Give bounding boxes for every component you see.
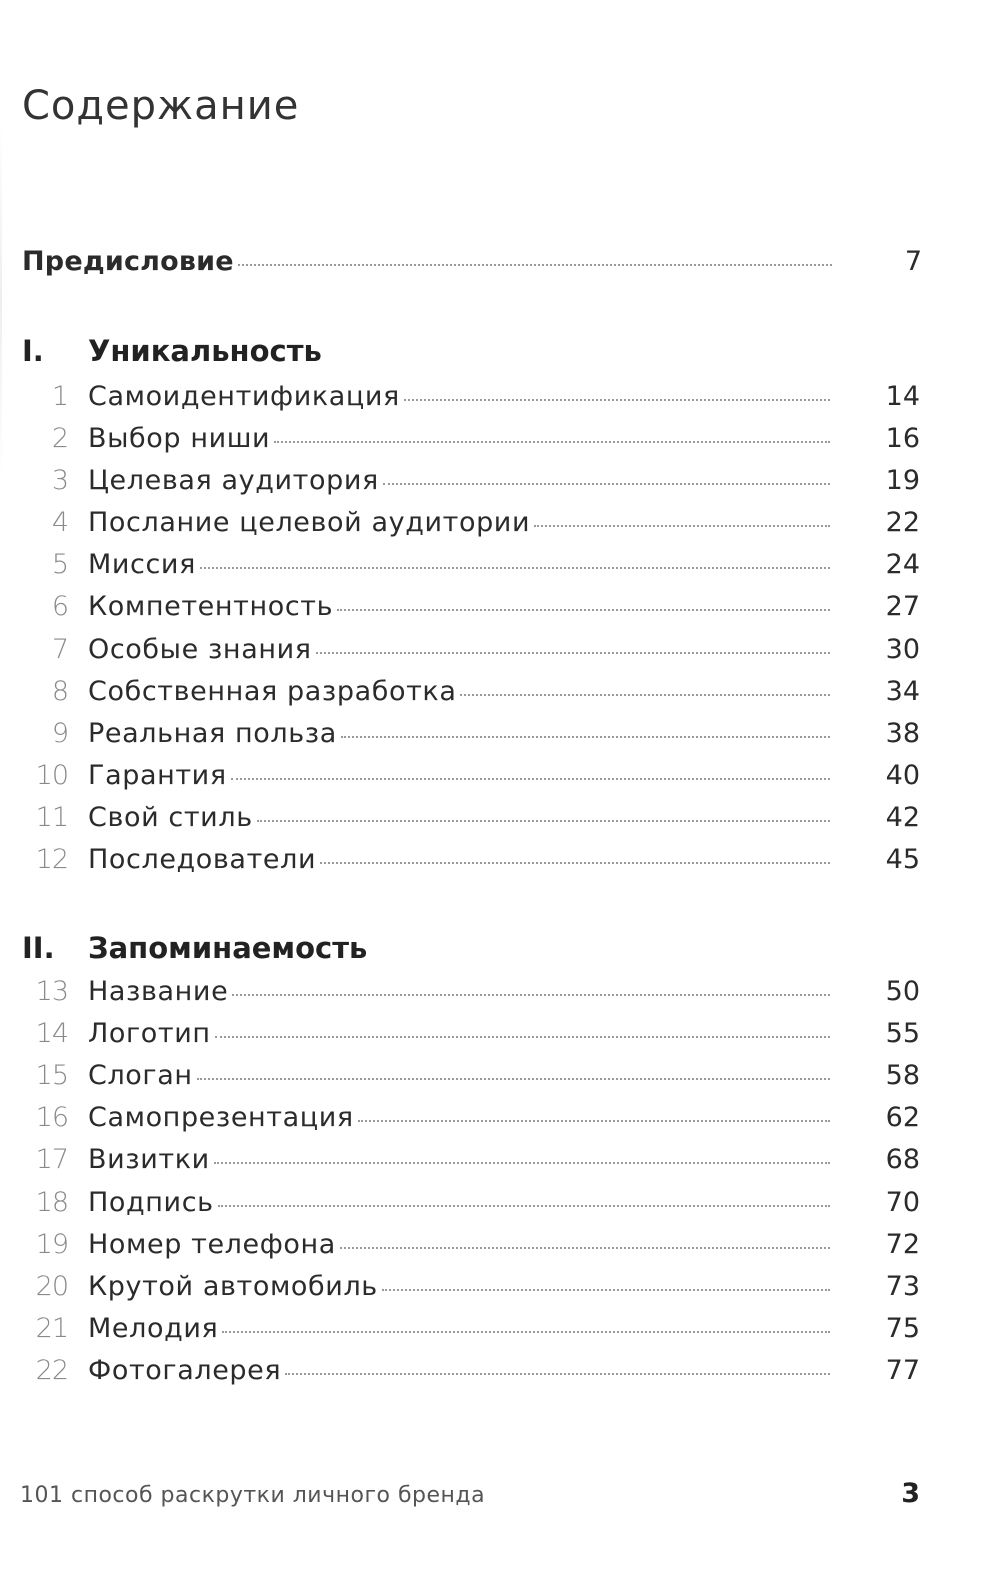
toc-entry[interactable]: [0, 844, 1000, 884]
toc-entry-number: 13: [35, 976, 68, 1007]
toc-entry-page: 40: [885, 760, 920, 791]
toc-entry-number: 17: [35, 1144, 68, 1175]
toc-entry-title: Гарантия: [88, 760, 227, 791]
toc-entry-number: 11: [35, 802, 68, 833]
toc-entry-number: 3: [51, 465, 68, 496]
toc-entry[interactable]: [0, 423, 1000, 463]
toc-entry-title: Особые знания: [88, 634, 312, 665]
toc-entry-number: 12: [35, 844, 68, 875]
toc-entry-page: 72: [885, 1229, 920, 1260]
dot-leader: [316, 651, 830, 654]
section-heading-2[interactable]: [22, 931, 367, 965]
dot-leader: [383, 482, 830, 485]
toc-entry[interactable]: [0, 1271, 1000, 1311]
toc-entry-title: Миссия: [88, 549, 196, 580]
toc-entry-page: 7: [904, 246, 922, 277]
toc-entry-number: 22: [35, 1355, 68, 1386]
toc-entry-title: Выбор ниши: [88, 423, 271, 454]
toc-entry-page: 34: [885, 676, 920, 707]
toc-entry[interactable]: [0, 760, 1000, 800]
toc-entry-number: 15: [35, 1060, 68, 1091]
section-numeral: I.: [22, 334, 44, 368]
toc-entry[interactable]: [0, 718, 1000, 758]
toc-entry-number: 6: [51, 591, 68, 622]
toc-entry-title: Фотогалерея: [88, 1355, 282, 1386]
toc-entry-page: 73: [885, 1271, 920, 1302]
toc-entry-page: 50: [885, 976, 920, 1007]
toc-entry-number: 16: [35, 1102, 68, 1133]
toc-entry-number: 1: [51, 381, 68, 412]
toc-entry-number: 5: [51, 549, 68, 580]
toc-entry-title: Номер телефона: [88, 1229, 336, 1260]
section-numeral: II.: [22, 931, 55, 965]
page-title: Содержание: [22, 83, 300, 129]
dot-leader: [285, 1372, 830, 1375]
toc-entry[interactable]: [0, 634, 1000, 674]
toc-entry-title: Целевая аудитория: [88, 465, 379, 496]
dot-leader: [341, 735, 830, 738]
toc-entry-page: 55: [885, 1018, 920, 1049]
toc-entry-page: 14: [885, 381, 920, 412]
dot-leader: [404, 398, 830, 401]
toc-entry[interactable]: [0, 1060, 1000, 1100]
dot-leader: [222, 1330, 830, 1333]
toc-entry[interactable]: [0, 1229, 1000, 1269]
toc-entry-number: 9: [51, 718, 68, 749]
toc-entry-title: Самопрезентация: [88, 1102, 354, 1133]
toc-entry-title: Название: [88, 976, 229, 1007]
dot-leader: [320, 861, 830, 864]
toc-entry-number: 2: [51, 423, 68, 454]
toc-entry-title: Свой стиль: [88, 802, 253, 833]
section-heading-1[interactable]: [22, 334, 322, 368]
toc-entry-page: 77: [885, 1355, 920, 1386]
toc-entry-page: 62: [885, 1102, 920, 1133]
dot-leader: [340, 1246, 830, 1249]
toc-entry-title: Собственная разработка: [88, 676, 457, 707]
toc-entry-title: Компетентность: [88, 591, 334, 622]
dot-leader: [274, 440, 830, 443]
toc-entry-page: 38: [885, 718, 920, 749]
toc-entry-page: 45: [885, 844, 920, 875]
toc-entry-number: 21: [35, 1313, 68, 1344]
toc-entry-title: Крутой автомобиль: [88, 1271, 378, 1302]
toc-entry-title: Слоган: [88, 1060, 193, 1091]
dot-leader: [337, 608, 830, 611]
toc-entry[interactable]: [0, 1187, 1000, 1227]
toc-entry-page: 24: [885, 549, 920, 580]
toc-entry-title: Мелодия: [88, 1313, 219, 1344]
toc-entry-page: 16: [885, 423, 920, 454]
toc-entry[interactable]: [0, 1102, 1000, 1142]
dot-leader: [200, 566, 830, 569]
toc-entry-page: 58: [885, 1060, 920, 1091]
toc-entry[interactable]: [0, 381, 1000, 421]
toc-entry-preface[interactable]: [0, 246, 1000, 286]
dot-leader: [358, 1119, 830, 1122]
toc-entry-page: 70: [885, 1187, 920, 1218]
toc-entry[interactable]: [0, 507, 1000, 547]
dot-leader: [534, 524, 830, 527]
toc-entry[interactable]: [0, 465, 1000, 505]
toc-entry[interactable]: [0, 1018, 1000, 1058]
toc-entry-page: 68: [885, 1144, 920, 1175]
toc-entry-title: Предисловие: [22, 246, 234, 277]
toc-entry[interactable]: [0, 1355, 1000, 1395]
dot-leader: [238, 263, 832, 266]
dot-leader: [232, 993, 830, 996]
toc-entry-number: 8: [51, 676, 68, 707]
toc-entry-title: Визитки: [88, 1144, 210, 1175]
toc-entry[interactable]: [0, 549, 1000, 589]
footer-book-title: 101 способ раскрутки личного бренда: [20, 1483, 486, 1508]
dot-leader: [231, 777, 830, 780]
toc-entry[interactable]: [0, 1313, 1000, 1353]
toc-entry-number: 7: [51, 634, 68, 665]
toc-entry-title: Самоидентификация: [88, 381, 400, 412]
dot-leader: [215, 1035, 830, 1038]
dot-leader: [197, 1077, 830, 1080]
toc-entry-number: 18: [35, 1187, 68, 1218]
section-title: Запоминаемость: [88, 931, 368, 965]
toc-entry-page: 27: [885, 591, 920, 622]
toc-entry[interactable]: [0, 591, 1000, 631]
toc-entry-number: 20: [35, 1271, 68, 1302]
toc-entry-title: Логотип: [88, 1018, 211, 1049]
toc-entry[interactable]: [0, 802, 1000, 842]
footer-page-number: 3: [901, 1478, 920, 1509]
toc-entry[interactable]: [0, 676, 1000, 716]
toc-entry[interactable]: [0, 976, 1000, 1016]
dot-leader: [214, 1161, 830, 1164]
toc-entry-title: Послание целевой аудитории: [88, 507, 531, 538]
toc-entry-title: Последователи: [88, 844, 317, 875]
toc-entry-number: 14: [35, 1018, 68, 1049]
toc-entry-page: 19: [885, 465, 920, 496]
toc-entry-number: 10: [35, 760, 68, 791]
dot-leader: [218, 1204, 830, 1207]
dot-leader: [460, 693, 830, 696]
dot-leader: [257, 819, 830, 822]
toc-entry-number: 4: [51, 507, 68, 538]
toc-entry-page: 42: [885, 802, 920, 833]
toc-entry-page: 22: [885, 507, 920, 538]
toc-entry-page: 30: [885, 634, 920, 665]
toc-entry-title: Реальная польза: [88, 718, 337, 749]
toc-entry-title: Подпись: [88, 1187, 214, 1218]
toc-entry-number: 19: [35, 1229, 68, 1260]
toc-entry-page: 75: [885, 1313, 920, 1344]
toc-entry[interactable]: [0, 1144, 1000, 1184]
dot-leader: [382, 1288, 830, 1291]
section-title: Уникальность: [88, 334, 322, 368]
